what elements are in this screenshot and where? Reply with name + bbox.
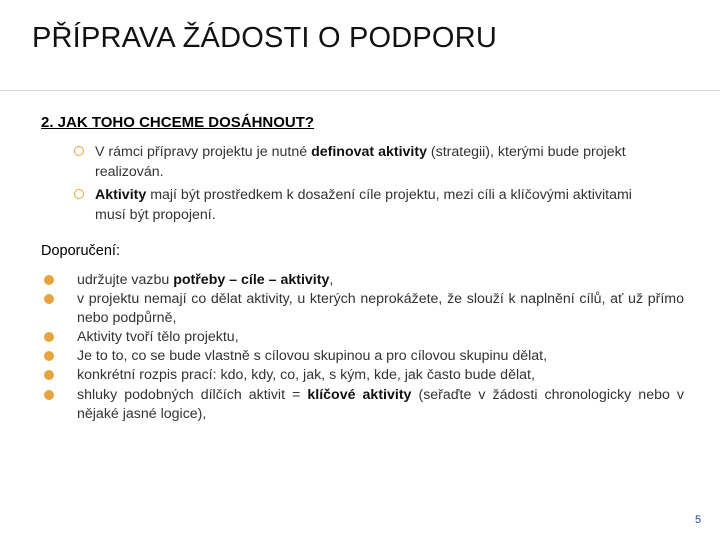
filled-circle-bullet-icon — [44, 390, 54, 400]
recommendation-text: konkrétní rozpis prací: kdo, kdy, co, jak, s kým, kde, jak často bude dělat, — [77, 367, 535, 383]
recommendation-text: v projektu nemají co dělat aktivity, u kterých neprokážete, že slouží k naplnění cílů, ať už přímo nebo podpůrně, — [77, 291, 684, 326]
sub-list-item — [95, 142, 655, 182]
recommendations-heading: Doporučení: — [41, 243, 120, 259]
sub-item-bold: definovat aktivity — [311, 144, 427, 160]
sub-item-bold: Aktivity — [95, 187, 147, 203]
title-divider — [0, 90, 720, 91]
filled-circle-bullet-icon — [44, 294, 54, 304]
recommendation-text: (seřaďte v žádosti chronologicky nebo v nějaké jasné logice), — [77, 387, 684, 422]
sub-list-item — [95, 185, 655, 225]
filled-circle-bullet-icon — [44, 275, 54, 285]
filled-circle-bullet-icon — [44, 351, 54, 361]
filled-circle-bullet-icon — [44, 332, 54, 342]
recommendation-item — [77, 366, 684, 385]
recommendation-bold: klíčové aktivity — [307, 387, 412, 403]
sub-item-text: mají být prostředkem k dosažení cíle projektu, mezi cíli a klíčovými aktivitami musí být propojení. — [95, 187, 632, 223]
section-heading: 2. JAK TOHO CHCEME DOSÁHNOUT? — [41, 114, 315, 131]
hollow-circle-bullet-icon — [74, 146, 84, 156]
sub-item-text: V rámci přípravy projektu je nutné — [95, 144, 312, 160]
hollow-circle-bullet-icon — [74, 189, 84, 199]
recommendation-item — [77, 328, 684, 347]
recommendation-text: Aktivity tvoří tělo projektu, — [77, 329, 239, 345]
page-number: 5 — [695, 514, 702, 526]
recommendation-item — [77, 386, 684, 424]
recommendation-item — [77, 290, 684, 328]
recommendation-item — [77, 271, 684, 290]
recommendation-text: udržujte vazbu — [77, 272, 174, 288]
recommendation-text: shluky podobných dílčích aktivit = — [77, 387, 308, 403]
recommendation-item — [77, 347, 684, 366]
recommendation-text: Je to to, co se bude vlastně s cílovou skupinou a pro cílovou skupinu dělat, — [77, 348, 548, 364]
filled-circle-bullet-icon — [44, 370, 54, 380]
recommendation-text: , — [329, 272, 334, 288]
recommendation-bold: potřeby – cíle – aktivity — [173, 272, 330, 288]
sub-item-text: (strategii), kterými bude projekt realizován. — [95, 144, 626, 180]
slide-title: PŘÍPRAVA ŽÁDOSTI O PODPORU — [32, 22, 497, 54]
